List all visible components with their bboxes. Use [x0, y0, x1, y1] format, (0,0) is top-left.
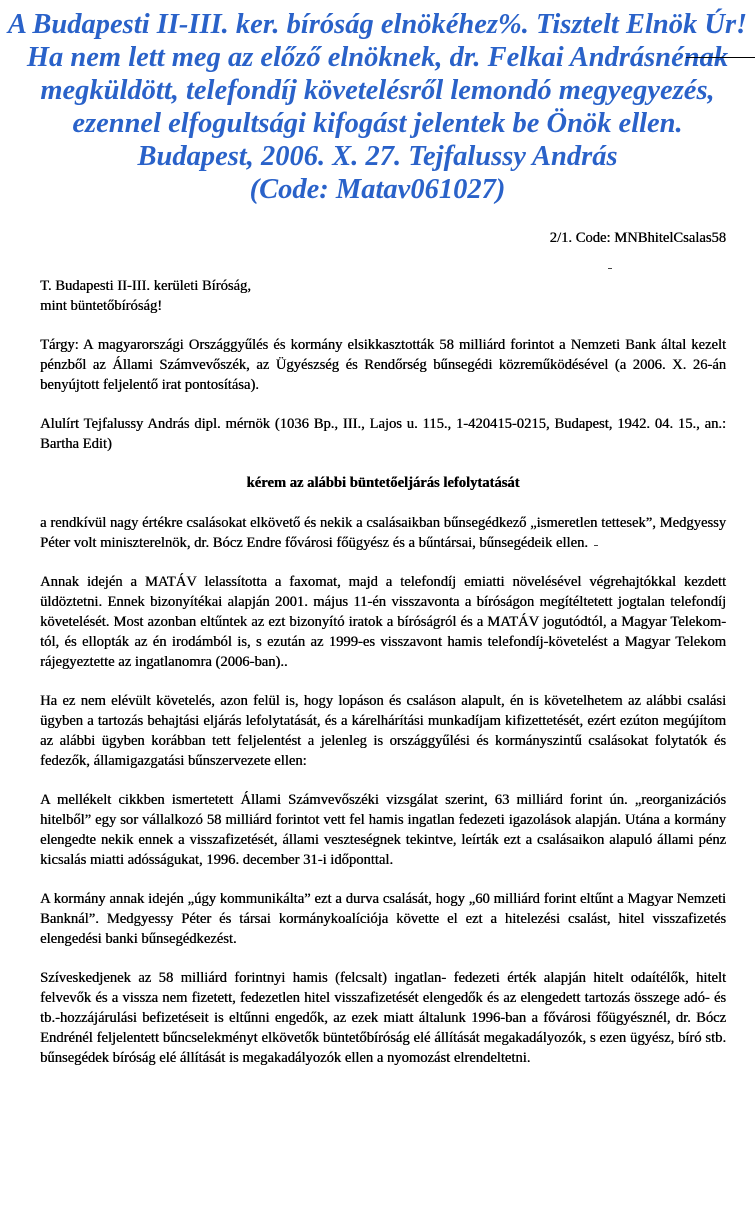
- signer-paragraph: Alulírt Tejfalussy András dipl. mérnök (1036 Bp., III., Lajos u. 115., 1-420415-0215, Budapest, 1942. 04. 15., an.: Bartha Edit): [40, 416, 726, 452]
- header-title: [0, 8, 755, 206]
- body-paragraph-2: Annak idején a MATÁV lelassította a faxomat, majd a telefondíj emiatti növelésével végrehajtókkal kezdett üldöztetni. Ennek bizonyítékai alapján 2001. május 11-én visszavonta a bíróságon megítéltetett jogtalan telefondíj követelését. Most azonban eltűntek az ezt bizonyító iratok a bíróságról és a MATÁV jogutódtól, a Magyar Telekom-tól, és ellopták az én irodámból is, s ezután az 1999-es visszavont hamis telefondíj-követelést a Magyar Telekom rájegyeztette az ingatlanomra (2006-ban)..: [40, 574, 726, 670]
- body-paragraph-1: a rendkívül nagy értékre csalásokat elkövető és nekik a csalásaikban bűnsegédkező „ismeretlen tettesek”, Medgyessy Péter volt miniszterelnök, dr. Bócz Endre fővárosi főügyész és a bűntársai, bűnsegédeik ellen.: [40, 515, 726, 551]
- document-code: 2/1. Code: MNBhitelCsalas58: [549, 230, 726, 246]
- body-paragraph-5: A kormány annak idején „úgy kommunikálta” ezt a durva csalását, hogy „60 milliárd forint eltűnt a Magyar Nemzeti Banknál”. Medgyessy Péter és társai kormánykoalíciója követte el ezt a hitelezési csalást, hitel visszafizetés elengedési banki bűnsegédkezést.: [40, 891, 726, 947]
- body-paragraph-6: Szíveskedjenek az 58 milliárd forintnyi hamis (felcsalt) ingatlan- fedezeti érték alapján hitelt odaítélők, hitelt felvevők és a vissza nem fizetett, fedezetlen hitel visszafizetését elengedők és az elengedett tartozás összege adó- és tb.-hozzájárulási befizetéseit is eltűnni engedők, az ezek miatt általunk 1996-ban a fővárosi főügyésznél, dr. Bócz Endrénél feljelentett bűncselekményt elkövetők büntetőbíróság elé állítását megakadályozók, s ezen ügyész, bíró stb. bűnsegédek bíróság elé állítását is megakadályozók ellen a nyomozást elrendeltetni.: [40, 970, 726, 1066]
- header-line-3: megküldött, telefondíj követelésről lemondó megyegyezés,: [40, 75, 715, 106]
- addressee-line-2: mint büntetőbíróság!: [40, 298, 163, 314]
- body-paragraph-4: A mellékelt cikkben ismertetett Állami Számvevőszéki vizsgálat szerint, 63 milliárd forint ún. „reorganizációs hitelből” egy sor vállalkozó 58 milliárd forintot vett fel hamis ingatlan fedezeti igazolások alapján. Utána a kormány elengedte nekik ennek a visszafizetését, állami veszteségnek tekintve, leírták ezt a csalásaikon alapuló állami pénz kicsalás miatti adósságukat, 1996. december 31-i időponttal.: [40, 792, 726, 868]
- subject-paragraph: Tárgy: A magyarországi Országgyűlés és kormány elsikkasztották 58 milliárd forintot a Nemzeti Bank által kezelt pénzből az Állami Számvevőszék, az Ügyészség és Rendőrség bűnsegédi közreműködésével (a 2006. X. 26-án benyújtott feljelentő irat pontosítása).: [40, 337, 726, 393]
- addressee: [40, 276, 726, 316]
- header-line-4: ezennel elfogultsági kifogást jelentek be Önök ellen.: [72, 108, 683, 139]
- header-line-5: Budapest, 2006. X. 27. Tejfalussy András: [137, 141, 618, 172]
- document-body: [40, 228, 726, 1087]
- header-line-2: Ha nem lett meg az előző elnöknek, dr. Felkai Andrásnénak: [26, 42, 729, 73]
- header-line-1: A Budapesti II-III. ker. bíróság elnökéhez%. Tisztelt Elnök Úr!: [7, 9, 748, 40]
- request-heading: kérem az alábbi büntetőeljárás lefolytatását: [246, 475, 520, 491]
- addressee-line-1: T. Budapesti II-III. kerületi Bíróság,: [40, 278, 251, 294]
- header-rule: [686, 57, 755, 58]
- header-line-6: (Code: Matav061027): [249, 174, 506, 205]
- body-paragraph-3: Ha ez nem elévült követelés, azon felül is, hogy lopáson és csaláson alapult, én is követelhetem az alábbi csalási ügyben a tartozás behajtási eljárás lefolytatását, és a kárelhárítási munkadíjam kifizettetését, ezért ezúton megújítom az alábbi ügyben korábban tett feljelentést a jelenleg is országgyűlési és kormányszintű csalásokat folytatók és fedezők, államigazgatási bűnszervezete ellen:: [40, 693, 726, 769]
